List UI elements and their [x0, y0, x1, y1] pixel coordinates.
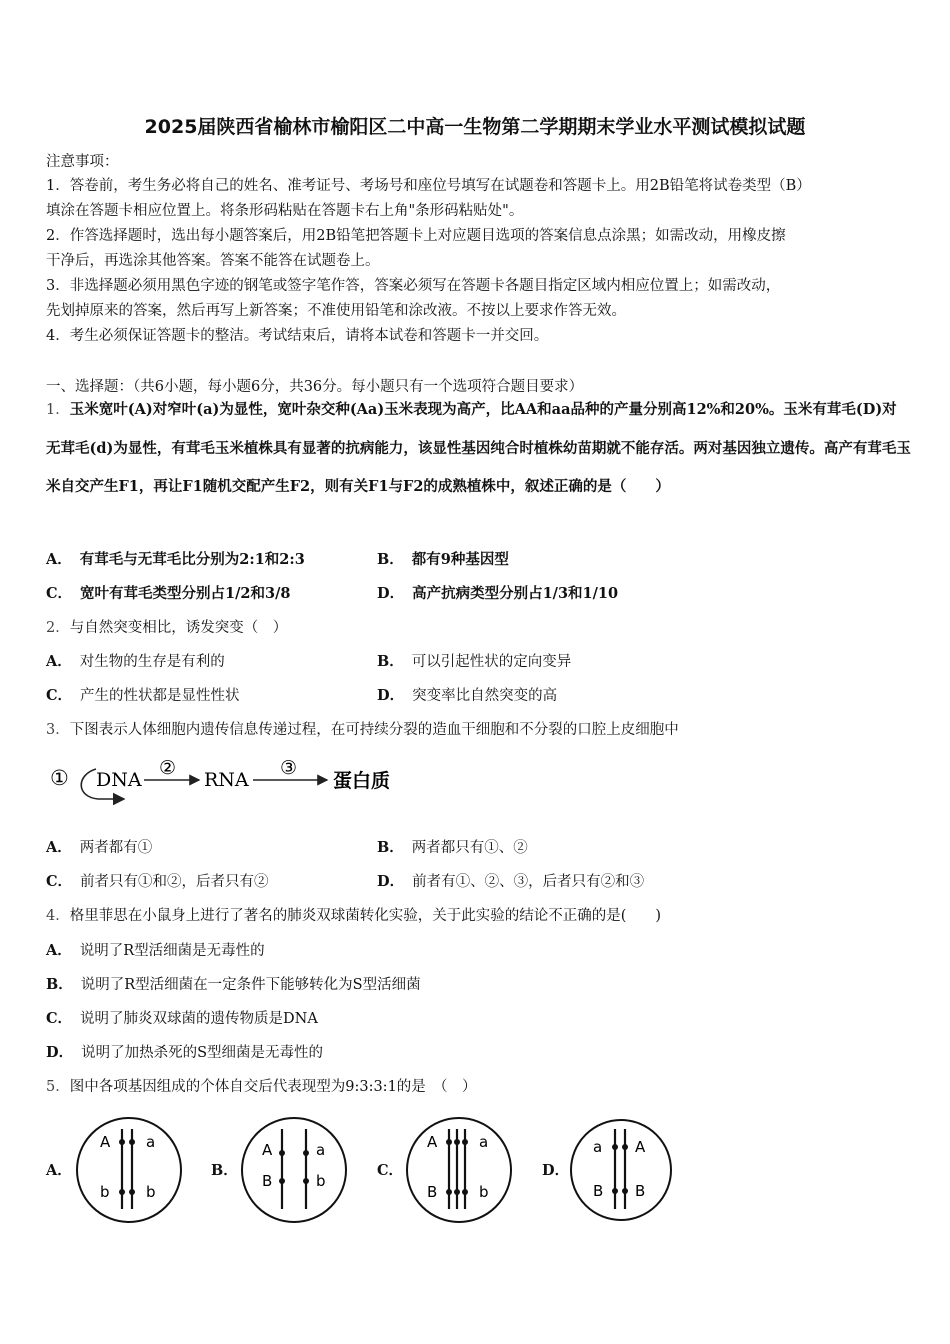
- option-label: C．: [46, 585, 73, 602]
- option-text: 对生物的生存是有利的: [79, 654, 225, 670]
- allele-bottom-right: b: [316, 1172, 326, 1190]
- option-label: A．: [46, 942, 72, 959]
- question-4: [46, 904, 911, 925]
- notes-line: 先划掉原来的答案，然后再写上新答案；不准使用铅笔和涂改液。不按以上要求作答无效。: [46, 303, 626, 319]
- option-label: D．: [377, 873, 405, 890]
- allele-bottom-left: B: [262, 1172, 273, 1190]
- notes-line: 干净后，再选涂其他答案。答案不能答在试题卷上。: [46, 253, 380, 269]
- notes-line: 4．考生必须保证答题卡的整洁。考试结束后，请将本试卷和答题卡一并交回。: [46, 328, 549, 344]
- label-protein: 蛋白质: [333, 770, 391, 792]
- label-translation-number: ③: [280, 757, 298, 779]
- notes-heading: 注意事项：: [46, 154, 119, 170]
- notes-line: 3．非选择题必须用黑色字迹的钢笔或签字笔作答，答案必须写在答题卡各题目指定区域内相应位置上；如需改动，: [46, 278, 781, 294]
- option-label: D．: [377, 687, 405, 704]
- option-text: 可以引起性状的定向变异: [411, 654, 572, 670]
- option-text: 高产抗病类型分别占1/3和1/10: [412, 585, 619, 602]
- option-text: 宽叶有茸毛类型分别占1/2和3/8: [80, 585, 291, 602]
- option-text: 都有9种基因型: [411, 551, 509, 568]
- option-label: A．: [46, 1162, 72, 1179]
- option-d[interactable]: [377, 684, 557, 705]
- allele-bottom-right: B: [635, 1182, 646, 1200]
- option-text: 说明了R型活细菌在一定条件下能够转化为S型活细菌: [80, 977, 421, 993]
- allele-bottom-right: b: [146, 1183, 156, 1201]
- option-d[interactable]: [377, 582, 618, 603]
- option-label: D．: [542, 1162, 570, 1179]
- option-a[interactable]: [46, 548, 305, 569]
- allele-top-right: A: [635, 1138, 646, 1156]
- question-number: 3．: [46, 722, 70, 738]
- option-text: 产生的性状都是显性性状: [80, 688, 240, 704]
- option-a[interactable]: [46, 650, 225, 671]
- option-label: B．: [377, 653, 404, 670]
- notes-line: 2．作答选择题时，选出每小题答案后，用2B铅笔把答题卡上对应题目选项的答案信息点涂黑；如需改动，用橡皮擦: [46, 228, 786, 244]
- question-text: 与自然突变相比，诱发突变（ ）: [69, 620, 288, 636]
- label-replication-number: ①: [50, 766, 69, 790]
- central-dogma-diagram: [46, 755, 406, 805]
- question-5: [46, 1075, 911, 1096]
- cell-diagram: [238, 1115, 350, 1225]
- option-text: 说明了加热杀死的S型细菌是无毒性的: [81, 1045, 324, 1061]
- allele-bottom-left: B: [593, 1182, 604, 1200]
- question-2: [46, 616, 911, 637]
- option-c[interactable]: [46, 1007, 318, 1028]
- option-label: C．: [46, 1010, 73, 1027]
- allele-top-left: A: [427, 1133, 438, 1151]
- option-label: D．: [46, 1044, 74, 1061]
- label-rna: RNA: [204, 769, 249, 791]
- cell-diagram: [403, 1115, 515, 1225]
- allele-top-left: A: [262, 1141, 273, 1159]
- option-label: A．: [46, 653, 72, 670]
- option-label: B．: [211, 1162, 238, 1179]
- question-number: 2．: [46, 620, 70, 636]
- option-b[interactable]: [377, 650, 571, 671]
- question-text: 格里菲思在小鼠身上进行了著名的肺炎双球菌转化实验，关于此实验的结论不正确的是( ): [69, 908, 662, 924]
- option-text: 前者只有①和②，后者只有②: [80, 874, 269, 890]
- option-text: 两者都有①: [79, 840, 153, 856]
- option-a[interactable]: [46, 939, 265, 960]
- allele-bottom-left: B: [427, 1183, 438, 1201]
- label-dna: DNA: [96, 769, 142, 791]
- option-c[interactable]: [46, 582, 291, 603]
- question-text: 下图表示人体细胞内遗传信息传递过程，在可持续分裂的造血干细胞和不分裂的口腔上皮细胞中: [69, 722, 679, 738]
- question-number: 1．: [46, 402, 70, 418]
- page-title: 2025届陕西省榆林市榆阳区二中高一生物第二学期期末学业水平测试模拟试题: [144, 116, 806, 138]
- section-heading: 一、选择题：（共6小题，每小题6分，共36分。每小题只有一个选项符合题目要求）: [46, 379, 584, 395]
- option-b[interactable]: [46, 973, 421, 994]
- option-label: C．: [46, 687, 73, 704]
- option-label: D．: [377, 585, 405, 602]
- option-text: 前者有①、②、③，后者只有②和③: [412, 874, 645, 890]
- allele-top-left: A: [100, 1133, 111, 1151]
- notes-line: 1．答卷前，考生务必将自己的姓名、准考证号、考场号和座位号填写在试题卷和答题卡上。用2B铅笔将试卷类型（B）: [46, 178, 811, 194]
- option-c[interactable]: [46, 870, 269, 891]
- option-b[interactable]: [377, 836, 528, 857]
- option-label: B．: [377, 551, 404, 568]
- allele-top-right: a: [316, 1141, 326, 1159]
- option-c[interactable]: [46, 684, 240, 705]
- cell-diagram: [74, 1115, 184, 1225]
- option-text: 说明了R型活细菌是无毒性的: [79, 943, 265, 959]
- option-d[interactable]: [377, 870, 644, 891]
- allele-bottom-left: b: [100, 1183, 110, 1201]
- allele-top-right: a: [479, 1133, 489, 1151]
- question-number: 4．: [46, 908, 70, 924]
- option-label: B．: [46, 976, 73, 993]
- option-text: 说明了肺炎双球菌的遗传物质是DNA: [80, 1011, 318, 1027]
- allele-top-left: a: [593, 1138, 603, 1156]
- option-b[interactable]: [377, 548, 509, 569]
- cell-diagram: [569, 1115, 673, 1225]
- option-label: A．: [46, 839, 72, 856]
- option-label: A．: [46, 551, 72, 568]
- allele-bottom-right: b: [479, 1183, 489, 1201]
- option-label: C．: [377, 1162, 404, 1179]
- question-1: [46, 391, 911, 507]
- question-3: [46, 718, 911, 739]
- question-number: 5．: [46, 1079, 70, 1095]
- allele-top-right: a: [146, 1133, 156, 1151]
- label-transcription-number: ②: [159, 757, 177, 779]
- option-text: 两者都只有①、②: [411, 840, 528, 856]
- option-text: 有茸毛与无茸毛比分别为2:1和2:3: [79, 551, 305, 568]
- notes-line: 填涂在答题卡相应位置上。将条形码粘贴在答题卡右上角"条形码粘贴处"。: [46, 203, 524, 219]
- option-label: B．: [377, 839, 404, 856]
- option-d[interactable]: [46, 1041, 323, 1062]
- option-label: C．: [46, 873, 73, 890]
- option-text: 突变率比自然突变的高: [412, 688, 558, 704]
- question-text: 玉米宽叶(A)对窄叶(a)为显性，宽叶杂交种(Aa)玉米表现为高产，比AA和aa品种的产量分别高12%和20%。玉米有茸毛(D)对无茸毛(d)为显性，有茸毛玉米植株具有显著的抗病能力，该显性基因纯合时植株幼苗期就不能存活。两对基因独立遗传。高产有茸毛玉米自交产生F1，再让F1随机交配产生F2，则有关F1与F2的成熟植株中，叙述正确的是（ ）: [46, 401, 911, 495]
- option-a[interactable]: [46, 836, 152, 857]
- question-text: 图中各项基因组成的个体自交后代表现型为9:3:3:1的是 （ ）: [69, 1079, 477, 1095]
